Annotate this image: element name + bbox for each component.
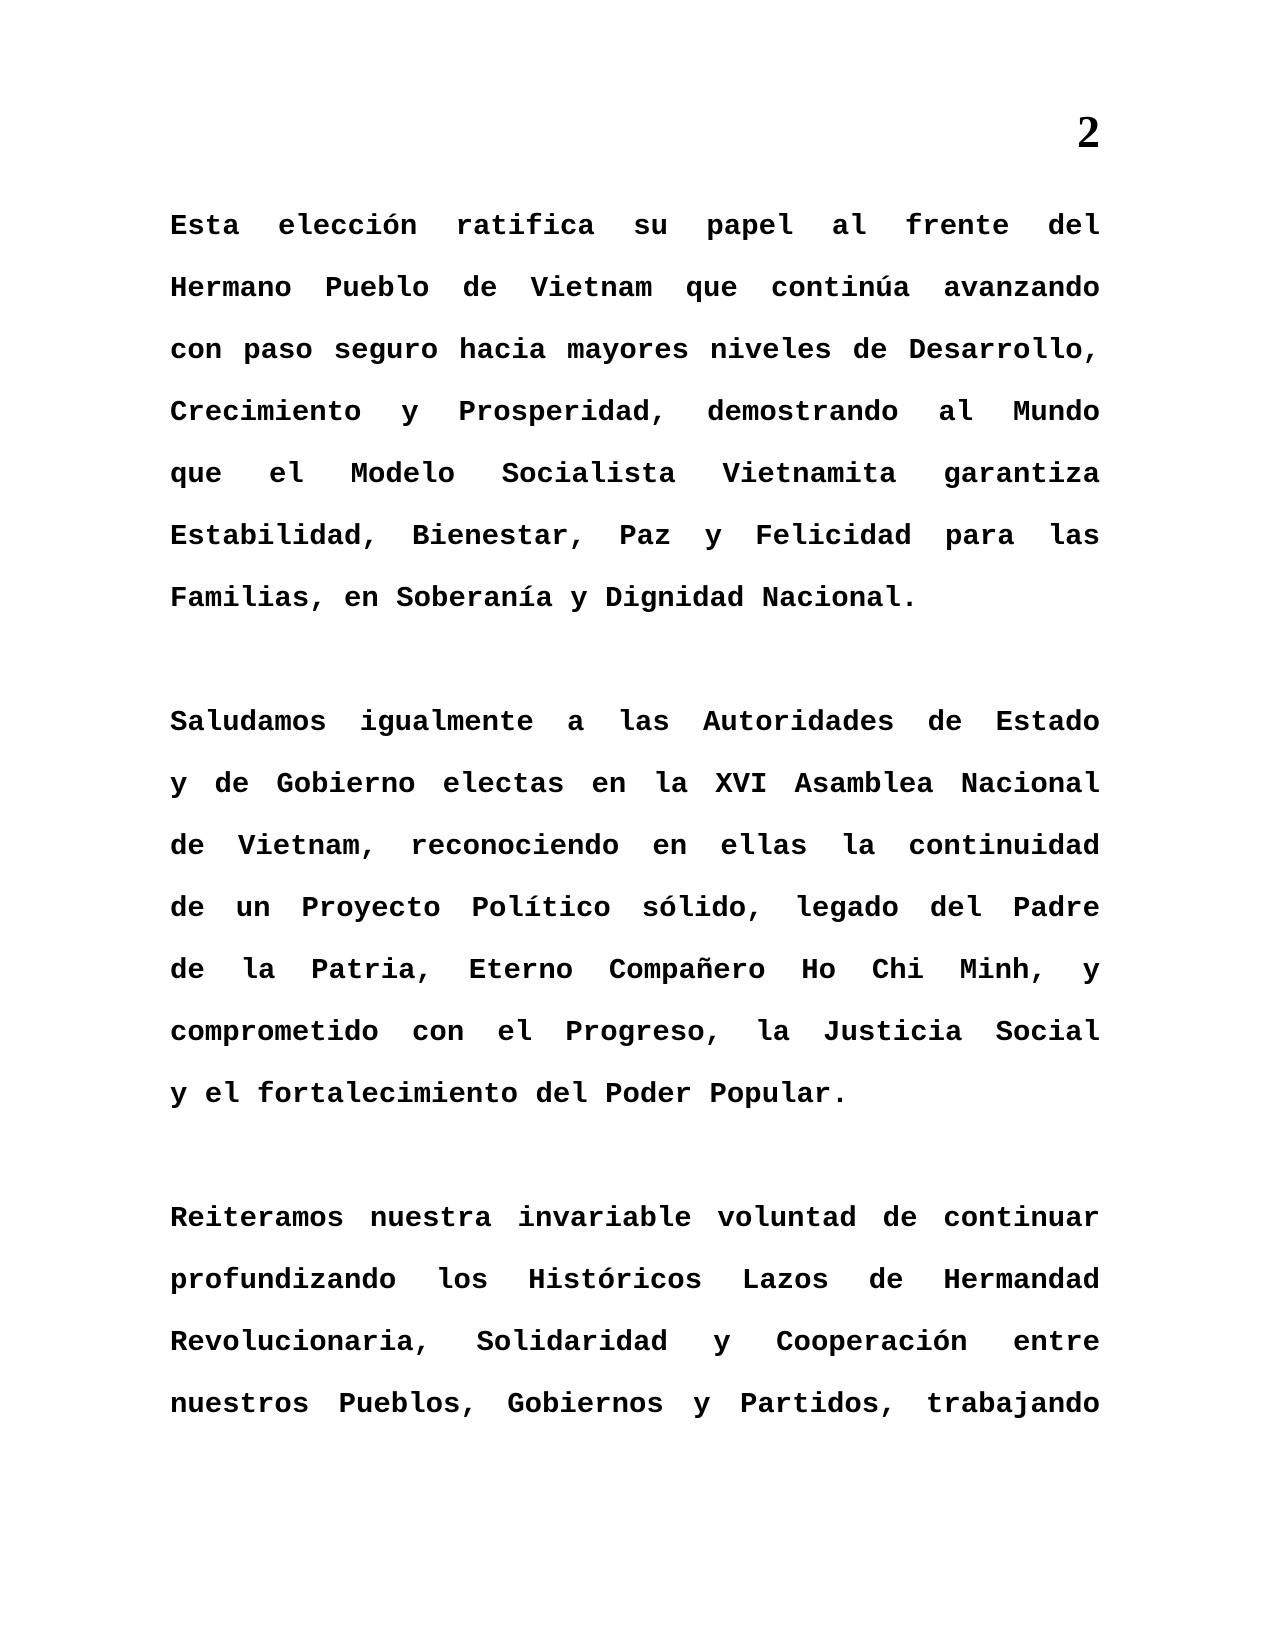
paragraph [170, 196, 1100, 630]
document-line: de Vietnam, reconociendo en ellas la continuidad [170, 830, 1100, 863]
document-line: Crecimiento y Prosperidad, demostrando al Mundo [170, 396, 1100, 429]
document-line: de la Patria, Eterno Compañero Ho Chi Minh, y [170, 954, 1100, 987]
document-line: y el fortalecimiento del Poder Popular. [170, 1078, 849, 1111]
document-line: Saludamos igualmente a las Autoridades de Estado [170, 706, 1100, 739]
document-line: Revolucionaria, Solidaridad y Cooperación entre [170, 1326, 1100, 1359]
document-line: profundizando los Históricos Lazos de Hermandad [170, 1264, 1100, 1297]
document-line: con paso seguro hacia mayores niveles de Desarrollo, [170, 334, 1100, 367]
document-body [170, 196, 1100, 1436]
document-line: nuestros Pueblos, Gobiernos y Partidos, trabajando [170, 1388, 1100, 1421]
document-line: comprometido con el Progreso, la Justicia Social [170, 1016, 1100, 1049]
document-line: Reiteramos nuestra invariable voluntad de continuar [170, 1202, 1100, 1235]
paragraph [170, 692, 1100, 1126]
document-line: Hermano Pueblo de Vietnam que continúa avanzando [170, 272, 1100, 305]
paragraph [170, 1188, 1100, 1436]
document-line: que el Modelo Socialista Vietnamita garantiza [170, 458, 1100, 491]
document-line: Familias, en Soberanía y Dignidad Nacional. [170, 582, 919, 615]
document-line: Esta elección ratifica su papel al frente del [170, 210, 1100, 243]
page-number: 2 [1077, 106, 1100, 157]
document-line: Estabilidad, Bienestar, Paz y Felicidad para las [170, 520, 1100, 553]
document-line: y de Gobierno electas en la XVI Asamblea Nacional [170, 768, 1100, 801]
document-line: de un Proyecto Político sólido, legado del Padre [170, 892, 1100, 925]
